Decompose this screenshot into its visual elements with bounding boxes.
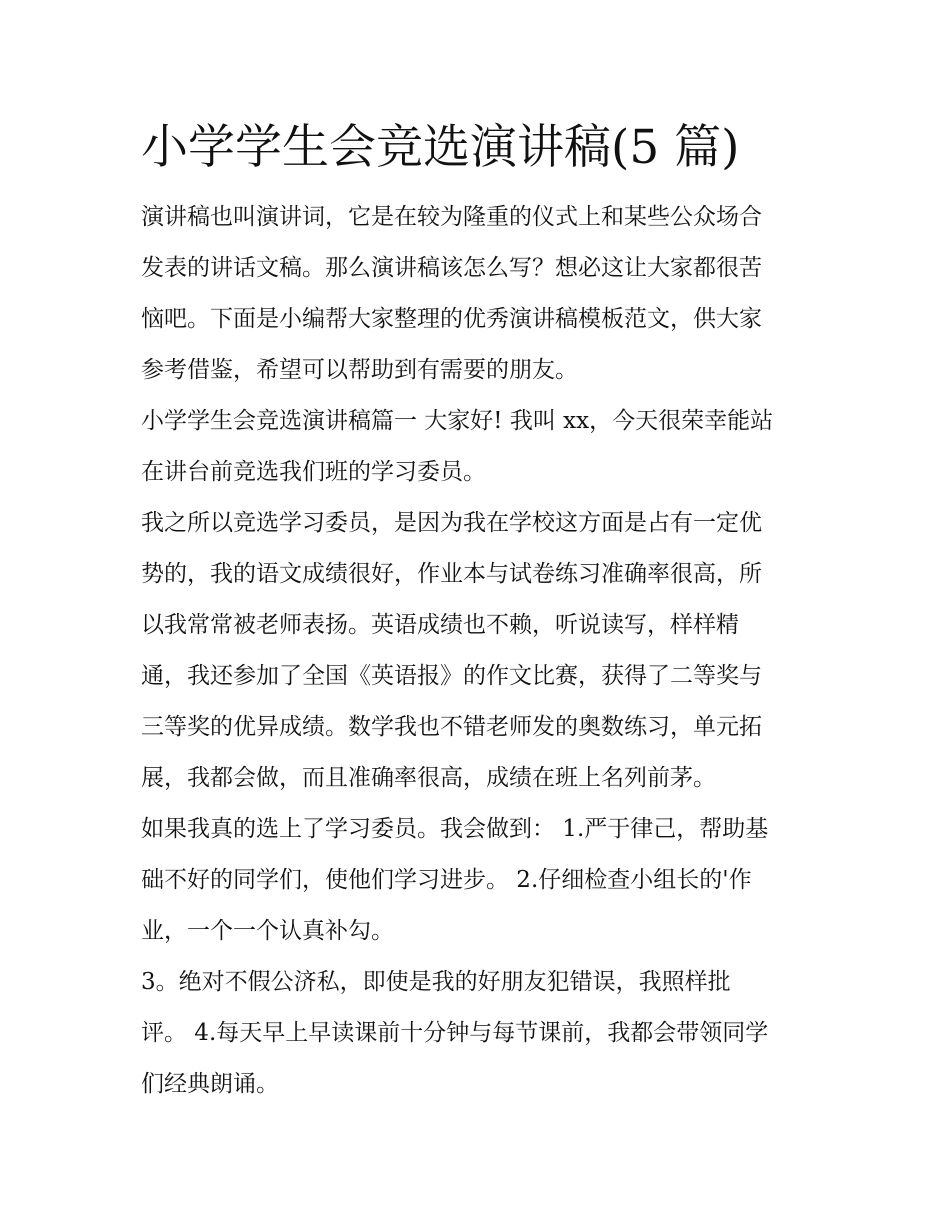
paragraph-line: 以我常常被老师表扬。英语成绩也不赖，听说读写，样样精: [141, 612, 739, 638]
paragraph-line: 三等奖的优异成绩。数学我也不错老师发的奥数练习，单元拓: [141, 714, 762, 740]
paragraph-reasons: [141, 498, 813, 804]
paragraph-line: 如果我真的选上了学习委员。我会做到： 1.严于律己，帮助基: [141, 816, 769, 842]
paragraph-line: 势的，我的语文成绩很好，作业本与试卷练习准确率很高，所: [141, 561, 762, 587]
paragraph-line: 在讲台前竞选我们班的学习委员。: [141, 459, 486, 485]
document-title: 小学学生会竞选演讲稿(5 篇): [141, 120, 740, 175]
paragraph-line: 通，我还参加了全国《英语报》的作文比赛，获得了二等奖与: [141, 663, 762, 689]
paragraph-line: 3。绝对不假公济私，即使是我的好朋友犯错误，我照样批: [141, 969, 731, 995]
document-body: [141, 118, 813, 1110]
paragraph-intro: [141, 192, 813, 396]
paragraph-line: 我之所以竞选学习委员，是因为我在学校这方面是占有一定优: [141, 510, 762, 536]
paragraph-line: 发表的讲话文稿。那么演讲稿该怎么写？想必这让大家都很苦: [141, 255, 762, 281]
paragraph-line: 展，我都会做，而且准确率很高，成绩在班上名列前茅。: [141, 765, 716, 791]
paragraph-line: 评。 4.每天早上早读课前十分钟与每节课前，我都会带领同学: [141, 1020, 769, 1046]
paragraph-promises: [141, 804, 813, 957]
paragraph-line: 小学学生会竞选演讲稿篇一 大家好! 我叫 xx，今天很荣幸能站: [141, 408, 774, 434]
paragraph-line: 参考借鉴，希望可以帮助到有需要的朋友。: [141, 357, 578, 383]
paragraph-line: 恼吧。下面是小编帮大家整理的优秀演讲稿模板范文，供大家: [141, 306, 762, 332]
paragraph-more-promises: [141, 957, 813, 1110]
paragraph-line: 们经典朗诵。: [141, 1071, 279, 1097]
paragraph-line: 演讲稿也叫演讲词，它是在较为隆重的仪式上和某些公众场合: [141, 204, 762, 230]
paragraph-greeting: [141, 396, 813, 498]
paragraph-line: 业，一个一个认真补勾。: [141, 918, 394, 944]
paragraph-line: 础不好的同学们，使他们学习进步。 2.仔细检查小组长的'作: [141, 867, 752, 893]
